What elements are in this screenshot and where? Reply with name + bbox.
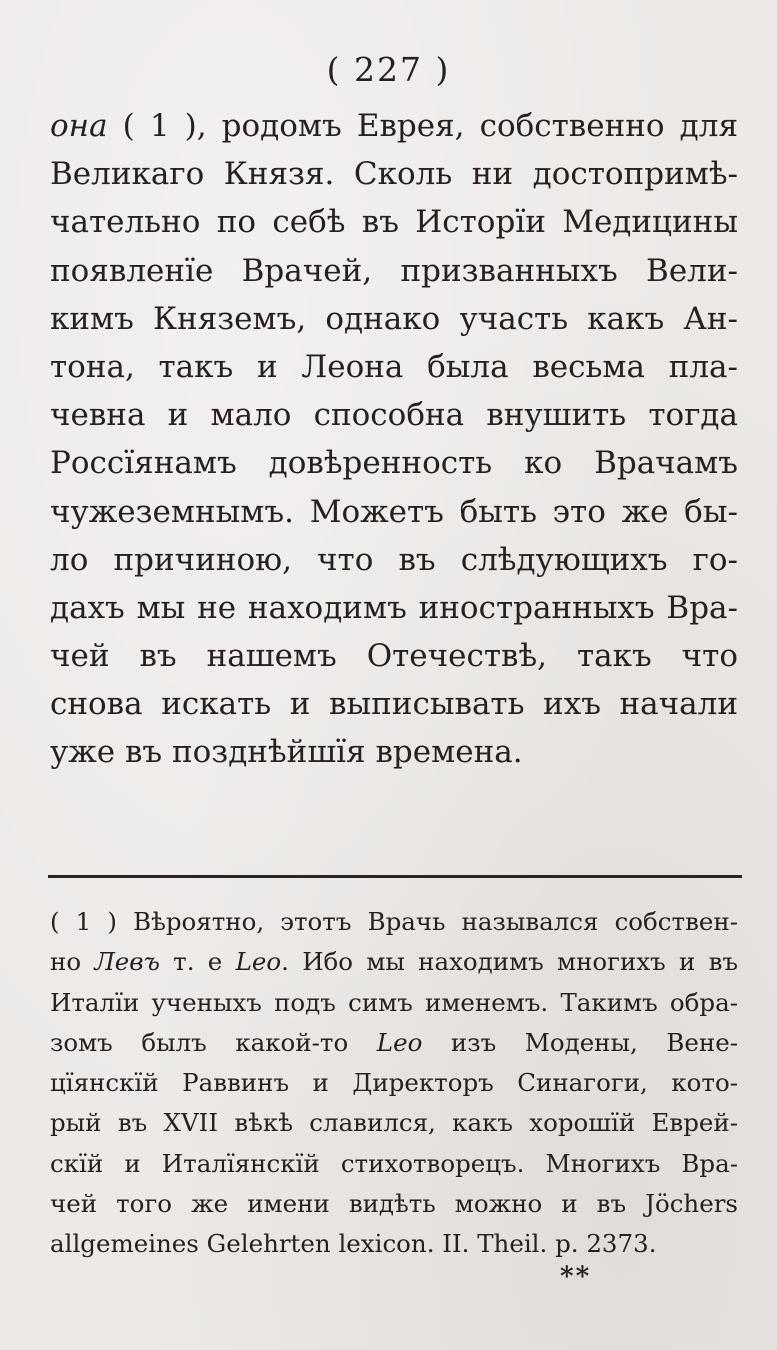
italic-word: Leo [376,1027,423,1057]
text-line: чей въ нашемъ Отечествѣ, такъ что [50,638,738,675]
italic-word: Leo [235,947,282,977]
footnote-separator-rule [48,875,742,878]
text-line: дахъ мы не находимъ иностранныхъ Вра- [50,589,738,626]
main-text-block [50,102,738,777]
footnote-line: чей того же имени видѣть можно и въ Jöchers [50,1189,738,1219]
text-line: чевна и мало способна внушить тогда [50,397,738,434]
text-line: кимъ Княземъ, однако участь какъ Ан- [50,300,738,337]
footnote-line [50,942,738,982]
footnote-block [50,902,738,1265]
footnote-line: Италїи ученыхъ подъ симъ именемъ. Такимъ обра- [50,987,738,1017]
text-segment: . Ибо мы находимъ многихъ и въ [281,947,738,977]
text-line: снова искать и выписывать ихъ начали [50,686,738,723]
catchword-mark: ** [560,1262,592,1292]
text-line: Россїянамъ довѣренность ко Врачамъ [50,445,738,482]
footnote-line: рый въ XVII вѣкѣ славился, какъ хорошїй Еврей- [50,1108,738,1138]
text-segment: зомъ былъ какой-то [50,1027,377,1057]
footnote-line [50,1023,738,1063]
text-segment: но [50,947,95,977]
text-line: Великаго Князя. Сколь ни достопримѣ- [50,156,738,193]
italic-word: она [50,108,108,144]
footnote-line: ( 1 ) Вѣроятно, этотъ Врачь назывался собствен- [50,907,738,936]
italic-word: Левъ [94,947,160,977]
footnote-line: цїянскїй Раввинъ и Директоръ Синагоги, кото- [50,1068,738,1098]
text-line: чательно по себѣ въ Исторїи Медицины [50,204,738,241]
text-line: тона, такъ и Леона была весьма пла- [50,348,738,385]
footnote-line: скїй и Италїянскїй стихотворецъ. Многихъ Вра- [50,1148,738,1178]
text-line: появленїе Врачей, призванныхъ Вели- [50,252,738,289]
footnote-line: allgemeines Gelehrten lexicon. II. Theil. p. 2373. [50,1229,657,1259]
text-segment: т. е [159,947,236,977]
text-segment: ( 1 ), родомъ Еврея, собственно для [107,108,738,144]
text-segment: изъ Модены, Вене- [422,1027,738,1057]
text-line: ло причиною, что въ слѣдующихъ го- [50,541,738,578]
text-line: уже въ позднѣйшїя времена. [50,734,523,771]
text-line: чужеземнымъ. Можетъ быть это же бы- [50,493,738,530]
page-number: ( 227 ) [326,50,451,89]
text-line [50,102,738,150]
